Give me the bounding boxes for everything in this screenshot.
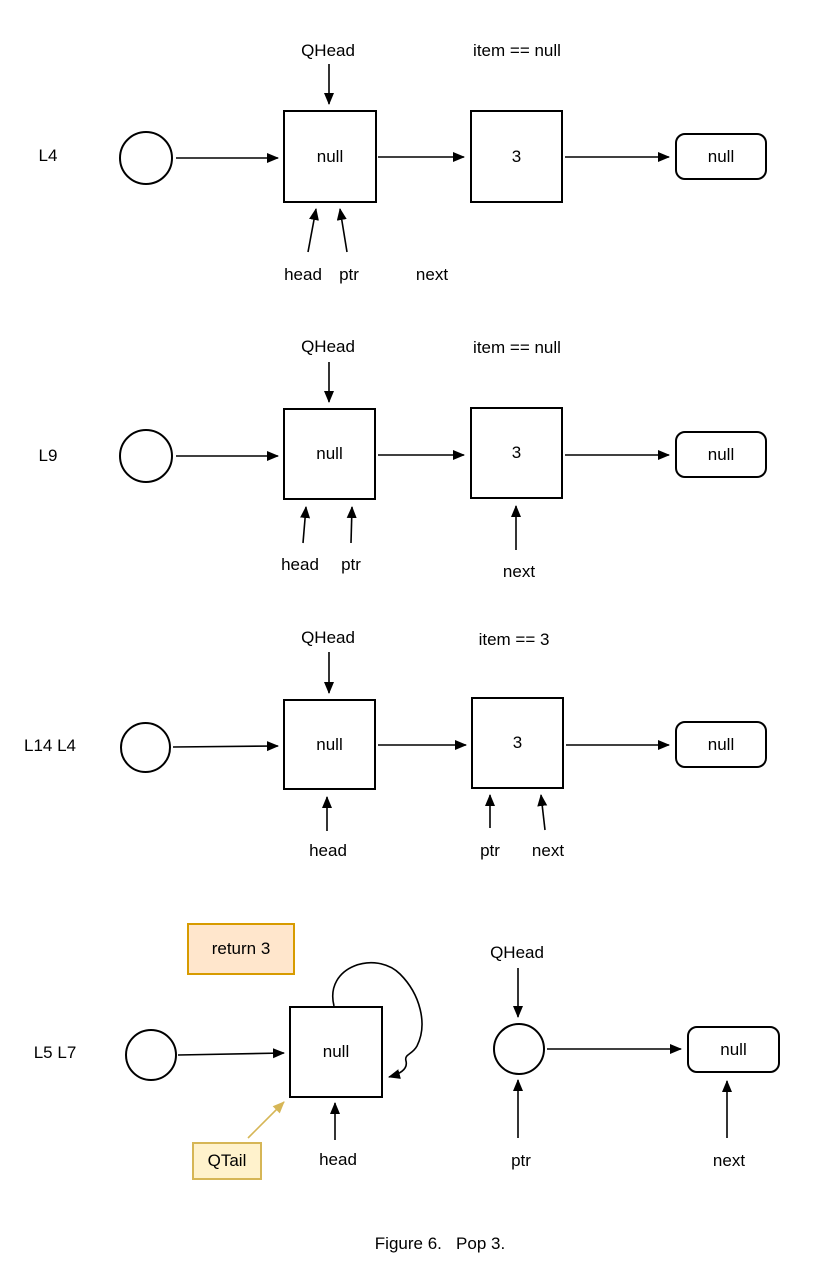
row4-ptr-label: ptr <box>511 1151 531 1170</box>
row3-qhead-label: QHead <box>301 628 355 647</box>
row1-head-arrow <box>308 209 316 252</box>
row1-queue-circle <box>119 131 173 185</box>
row4-qhead-label: QHead <box>490 943 544 962</box>
row4-queue-circle <box>125 1029 177 1081</box>
row4-tail-null-box: null <box>687 1026 780 1073</box>
row2-queue-circle <box>119 429 173 483</box>
row3-queue-circle <box>120 722 171 773</box>
row3-null-node-box: null <box>283 699 376 790</box>
row1-null-node-box: null <box>283 110 377 203</box>
row3-line-label: L14 L4 <box>24 736 76 755</box>
row4-head-circle <box>493 1023 545 1075</box>
row2-tail-null-box: null <box>675 431 767 478</box>
row1-condition-label: item == null <box>473 41 561 60</box>
row2-value-node-box: 3 <box>470 407 563 499</box>
row2-head-arrow <box>303 507 306 543</box>
row4-next-label: next <box>712 1151 746 1170</box>
row1-ptr-arrow <box>340 209 347 252</box>
row1-line-label: L4 <box>38 146 58 165</box>
row4-return-note: return 3 <box>187 923 295 975</box>
row4-head-label: head <box>319 1150 357 1169</box>
row2-ptr-label: ptr <box>341 555 361 574</box>
row3-head-label: head <box>309 841 347 860</box>
row4-qtail-note: QTail <box>192 1142 262 1180</box>
row4-line-label: L5 L7 <box>33 1043 77 1062</box>
row3-ptr-label: ptr <box>480 841 500 860</box>
row3-tail-null-box: null <box>675 721 767 768</box>
row2-qhead-label: QHead <box>301 337 355 356</box>
row1-head-label: head <box>284 265 322 284</box>
row3-circle-to-null-arrow <box>173 746 278 747</box>
row3-value-node-box: 3 <box>471 697 564 789</box>
row4-qtail-arrow <box>248 1102 284 1138</box>
row1-tail-null-box: null <box>675 133 767 180</box>
row2-head-label: head <box>281 555 319 574</box>
row2-next-label: next <box>502 562 536 581</box>
figure-caption: Figure 6. Pop 3. <box>374 1234 506 1253</box>
row3-condition-label: item == 3 <box>478 630 550 649</box>
row1-value-node-box: 3 <box>470 110 563 203</box>
row3-next-arrow <box>541 795 545 830</box>
row2-ptr-arrow <box>351 507 352 543</box>
row1-qhead-label: QHead <box>301 41 355 60</box>
row1-ptr-label: ptr <box>339 265 359 284</box>
row4-circle-to-null-arrow <box>178 1053 284 1055</box>
row2-null-node-box: null <box>283 408 376 500</box>
row1-next-label: next <box>415 265 449 284</box>
row4-null-node-box: null <box>289 1006 383 1098</box>
row2-condition-label: item == null <box>473 338 561 357</box>
row2-line-label: L9 <box>38 446 58 465</box>
row3-next-label: next <box>531 841 565 860</box>
